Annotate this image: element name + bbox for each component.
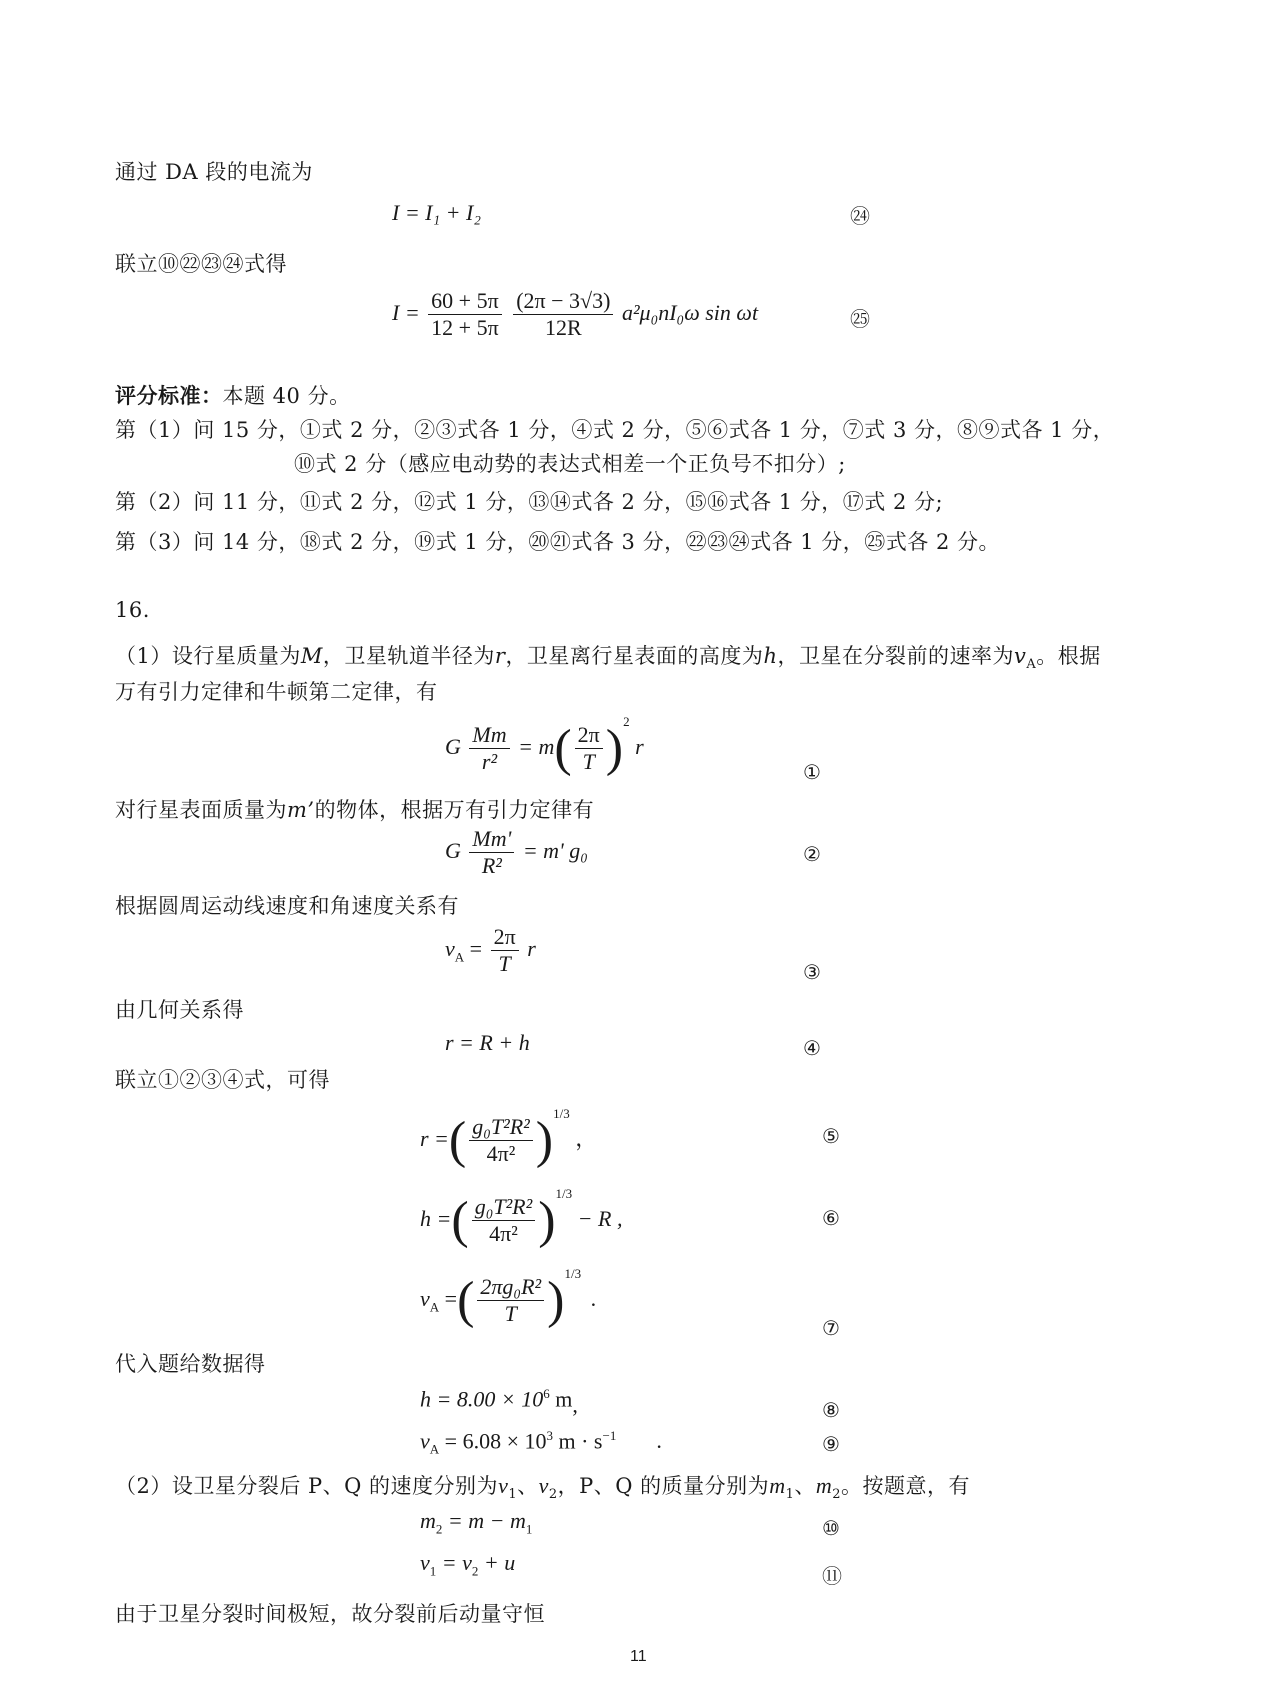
text-line	[115, 794, 594, 824]
eq-part: G	[445, 837, 461, 863]
equation-number: ③	[803, 960, 821, 984]
fraction-numerator: 2πg₀R²	[477, 1274, 544, 1301]
eq-part: =	[469, 935, 483, 961]
scoring-heading	[115, 380, 351, 410]
text-line: 由几何关系得	[115, 998, 244, 1022]
equation-number: ⑧	[822, 1398, 840, 1422]
text-line: 联立①②③④式，可得	[115, 1068, 330, 1092]
text-line: 联立⑩㉒㉓㉔式得	[115, 252, 287, 276]
paren: (	[448, 1111, 467, 1169]
equation-6	[420, 1186, 622, 1248]
text-line	[115, 640, 1101, 672]
scoring-line: 第（3）问 14 分，⑱式 2 分，⑲式 1 分，⑳㉑式各 3 分，㉒㉓㉔式各 1 分，㉕式各 2 分。	[115, 530, 1000, 554]
subscript: 2	[435, 1521, 443, 1537]
eq-lhs: I =	[392, 299, 420, 325]
fraction	[575, 722, 603, 776]
text-line: 根据圆周运动线速度和角速度关系有	[115, 894, 459, 918]
eq-part: v	[420, 1428, 430, 1454]
fraction	[472, 1194, 536, 1248]
math-sub: 2	[548, 1487, 558, 1503]
equation-number: ⑤	[822, 1124, 840, 1148]
equation-2	[445, 826, 588, 880]
equation-1	[445, 714, 644, 776]
fraction-denominator: R²	[481, 853, 502, 879]
equation-24	[392, 200, 481, 226]
fraction	[513, 288, 613, 342]
equation-5	[420, 1106, 597, 1168]
fraction-numerator: Mm	[469, 722, 509, 749]
fraction	[491, 924, 519, 978]
fraction-denominator: 12R	[544, 315, 582, 341]
paren: )	[538, 1191, 556, 1249]
equation-number: ⑥	[822, 1206, 840, 1230]
math-sub: 1	[785, 1487, 795, 1503]
paren: )	[605, 719, 624, 777]
exponent: 1/3	[555, 1186, 573, 1201]
page-number: 11	[630, 1648, 647, 1665]
exponent: 6	[543, 1386, 550, 1401]
eq-tail: a²μ₀nI₀ω sin ωt	[621, 299, 759, 325]
scoring-line: 第（1）问 15 分，①式 2 分，②③式各 1 分，④式 2 分，⑤⑥式各 1 分，⑦式 3 分，⑧⑨式各 1 分，	[115, 418, 1115, 442]
equation-25	[392, 288, 758, 342]
math-sub: 2	[832, 1487, 842, 1503]
eq-part: G	[445, 734, 461, 759]
text-span: （2）设卫星分裂后 P、Q 的速度分别为	[115, 1474, 499, 1498]
fraction-numerator: 2π	[575, 722, 603, 749]
fraction-denominator: 4π²	[489, 1221, 518, 1247]
fraction-numerator: 2π	[491, 924, 519, 951]
text-span: 。根据	[1036, 644, 1101, 668]
eq-part: .	[590, 1286, 597, 1311]
eq-part: = m' g₀	[522, 837, 588, 863]
fraction-numerator: (2π − 3√3)	[513, 288, 613, 315]
eq-part: ,	[572, 1392, 578, 1418]
equation-number: ⑦	[822, 1316, 840, 1340]
equation-number: ②	[803, 842, 821, 866]
eq-part: = 6.08 × 10	[439, 1428, 547, 1454]
eq-part: − R ,	[577, 1206, 623, 1231]
text-span: （1）设行星质量为	[115, 644, 301, 668]
equation-number: ㉕	[850, 307, 870, 331]
eq-part: r	[635, 734, 644, 759]
exponent: 1/3	[564, 1266, 582, 1281]
scoring-text: 本题 40 分。	[222, 384, 351, 408]
equation-8	[420, 1386, 578, 1418]
text-line: 代入题给数据得	[115, 1352, 266, 1376]
eq-part: r =	[420, 1126, 449, 1151]
math-sub: A	[1026, 657, 1037, 673]
equation-11	[420, 1550, 515, 1579]
eq-part: h = 8.00 × 10	[420, 1386, 544, 1412]
scoring-label: 评分标准：	[115, 383, 223, 408]
fraction-denominator: r²	[481, 749, 498, 775]
text-span: 对行星表面质量为	[115, 798, 287, 822]
text-line: 由于卫星分裂时间极短，故分裂前后动量守恒	[115, 1602, 545, 1626]
equation-number: ⑨	[822, 1432, 840, 1456]
eq-part: v	[420, 1550, 430, 1575]
fraction	[477, 1274, 544, 1328]
math-var: m	[815, 1473, 833, 1498]
equation-4	[445, 1030, 530, 1056]
equation-10	[420, 1508, 532, 1537]
exponent: 1/3	[553, 1106, 570, 1121]
fraction-denominator: T	[498, 951, 511, 977]
math-var: M	[300, 644, 323, 668]
fraction-numerator: g₀T²R²	[472, 1194, 536, 1221]
math-var: v	[538, 1473, 549, 1498]
eq-part: v	[420, 1286, 430, 1311]
unit: m · s	[552, 1428, 603, 1454]
eq-part: = v	[436, 1550, 472, 1575]
subscript: A	[429, 1299, 440, 1315]
fraction-denominator: 4π²	[486, 1141, 516, 1167]
equation-9	[420, 1428, 662, 1458]
text-span: ，卫星离行星表面的高度为	[505, 644, 764, 668]
equation-number: ⑪	[822, 1564, 842, 1588]
paren: )	[535, 1111, 554, 1169]
unit: m	[549, 1386, 573, 1412]
fraction-denominator: T	[504, 1301, 517, 1327]
text-line	[115, 1470, 970, 1502]
math-var: h	[763, 644, 778, 668]
paren: )	[547, 1271, 565, 1329]
equation-number: ⑩	[822, 1516, 840, 1540]
eq-part: m	[420, 1508, 436, 1533]
eq-part: = m − m	[442, 1508, 526, 1533]
fraction-denominator: 12 + 5π	[431, 315, 499, 341]
text-line: 万有引力定律和牛顿第二定律，有	[115, 680, 438, 704]
text-span: 、	[517, 1474, 539, 1498]
exponent: −1	[602, 1428, 617, 1443]
math-sub: 1	[508, 1487, 518, 1503]
fraction	[469, 826, 514, 880]
subscript: A	[454, 949, 465, 965]
math-var: m	[769, 1473, 786, 1498]
eq-part: =	[444, 1286, 458, 1311]
question-number: 16.	[115, 598, 150, 622]
fraction-numerator: 60 + 5π	[428, 288, 502, 315]
eq-part: r = R + h	[445, 1030, 530, 1055]
scoring-line: ⑩式 2 分（感应电动势的表达式相差一个正负号不扣分）;	[294, 452, 846, 476]
exponent: 2	[623, 714, 630, 729]
paren: (	[451, 1191, 469, 1249]
math-var: v	[498, 1473, 509, 1498]
fraction	[428, 288, 502, 342]
exponent: 3	[546, 1428, 553, 1443]
fraction	[469, 722, 509, 776]
math-var: m’	[287, 798, 315, 822]
text-span: ，卫星在分裂前的速率为	[777, 644, 1014, 668]
text-span: 。按题意，有	[841, 1474, 971, 1498]
fraction-denominator: T	[582, 749, 595, 775]
subscript: A	[429, 1441, 440, 1457]
equation-number: ㉔	[850, 204, 870, 228]
text-span: 的物体，根据万有引力定律有	[314, 798, 595, 822]
eq-part: = m	[518, 734, 555, 759]
equation-7	[420, 1266, 596, 1328]
subscript: 1	[429, 1563, 437, 1579]
scoring-line: 第（2）问 11 分，⑪式 2 分，⑫式 1 分，⑬⑭式各 2 分，⑮⑯式各 1 分，⑰式 2 分;	[115, 490, 944, 514]
eq-part: .	[656, 1428, 662, 1454]
eq-part: r	[527, 935, 536, 961]
math-var: r	[494, 644, 506, 668]
paren: (	[554, 719, 572, 777]
equation-3	[445, 924, 536, 978]
eq-part: ，	[575, 1126, 598, 1151]
math-var: v	[1013, 644, 1027, 668]
eq-part: v	[445, 935, 455, 961]
text-span: ，卫星轨道半径为	[322, 644, 495, 668]
equation-text: I = I₁ + I₂	[392, 200, 481, 225]
eq-part: + u	[478, 1550, 516, 1575]
subscript: 2	[471, 1563, 479, 1579]
text-span: ，P、Q 的质量分别为	[557, 1474, 770, 1498]
text-line: 通过 DA 段的电流为	[115, 160, 313, 184]
paren: (	[457, 1271, 475, 1329]
equation-number: ①	[803, 760, 821, 784]
eq-part: h =	[420, 1206, 452, 1231]
fraction-numerator: g₀T²R²	[469, 1114, 533, 1141]
fraction-numerator: Mm'	[469, 826, 514, 853]
text-span: 、	[794, 1474, 816, 1498]
equation-number: ④	[803, 1036, 821, 1060]
subscript: 1	[525, 1521, 533, 1537]
fraction	[469, 1114, 533, 1168]
